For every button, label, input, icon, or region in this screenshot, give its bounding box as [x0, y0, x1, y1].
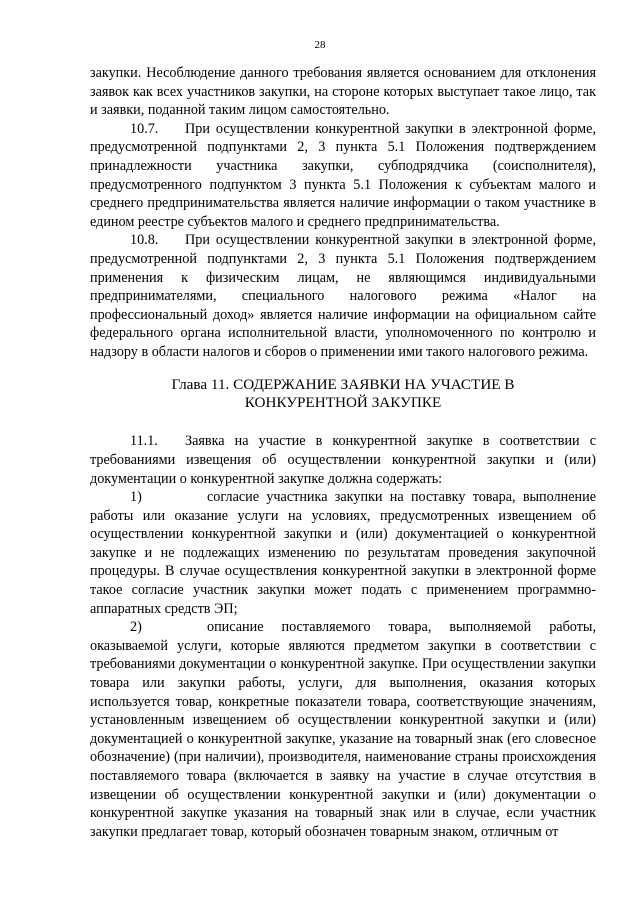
subparagraph-number: 1) — [130, 489, 142, 506]
paragraph-number: 10.7. — [130, 120, 159, 137]
paragraph-number: 10.8. — [130, 232, 159, 249]
subparagraph-text: описание поставляемого товара, выполняемой работы, оказываемой услуги, которые являются предметом закупки в соответствии с требованиями документации о конкурентной закупке. При осуществлении закупки товара или закупки работы, услуги, для выполнения, оказания которых используется товар, конкретные показатели товара, соответствующие значениям, установленным извещением об осуществлении конкурентной закупки и (или) документацией о конкурентной закупке, указание на товарный знак (его словесное обозначение) (при наличии), производителя, наименование страны происхождения поставляемого товара (включается в заявку на участие в случае отсутствия в извещении об осуществлении конкурентной закупки и (или) документации о конкурентной закупке указания на товарный знак или в случае, если участник закупки предлагает товар, который обозначен товарным знаком, отличным от — [90, 619, 596, 840]
paragraph-text: Заявка на участие в конкурентной закупке в соответствии с требованиями извещения об осуществлении конкурентной закупки и (или) документации о конкурентной закупке должна содержать: — [90, 433, 596, 487]
subparagraph-text: согласие участника закупки на поставку товара, выполнение работы или оказание услуги на условиях, предусмотренных извещением об осуществлении конкурентной закупки и (или) документацией о конкурентной закупке и не подлежащих изменению по результатам проведения закупочной процедуры. В случае осуществления конкурентной закупки в электронной форме такое согласие участник закупки может подать с применением программно-аппаратных средств ЭП; — [90, 489, 596, 617]
page-number: 28 — [314, 39, 326, 51]
subparagraph-2 — [90, 618, 596, 841]
chapter-heading — [90, 376, 596, 413]
paragraph-text: закупки. Несоблюдение данного требования является основанием для отклонения заявок как всех участников закупки, на стороне которых выступает такое лицо, так и заявки, поданной таким лицом самостоятельно. — [90, 65, 596, 119]
paragraph-text: При осуществлении конкурентной закупки в электронной форме, предусмотренной подпунктами 2, 3 пункта 5.1 Положения подтверждением принадлежности участника закупки, субподрядчика (соисполнителя), предусмотренного подпунктом 3 пункта 5.1 Положения к субъектам малого и среднего предпринимательства является наличие информации о таком участнике в едином реестре субъектов малого и среднего предпринимательства. — [90, 120, 596, 230]
paragraph-11-1 — [90, 432, 596, 488]
subparagraph-number: 2) — [130, 619, 142, 636]
paragraph-continuation — [90, 64, 596, 120]
document-body — [90, 64, 596, 841]
chapter-heading-line-2: КОНКУРЕНТНОЙ ЗАКУПКЕ — [244, 393, 442, 411]
paragraph-number: 11.1. — [130, 433, 158, 450]
subparagraph-1 — [90, 488, 596, 618]
paragraph-10-8 — [90, 231, 596, 361]
paragraph-text: При осуществлении конкурентной закупки в электронной форме, предусмотренной подпунктами 2, 3 пункта 5.1 Положения подтверждением применения к физическим лицам, не являющимся индивидуальными предпринимателями, специального налогового режима «Налог на профессиональный доход» является наличие информации на официальном сайте федерального органа исполнительной власти, уполномоченного по контролю и надзору в области налогов и сборов о применении ими такого налогового режима. — [90, 232, 596, 360]
chapter-heading-line-1: Глава 11. СОДЕРЖАНИЕ ЗАЯВКИ НА УЧАСТИЕ В — [171, 375, 515, 393]
paragraph-10-7 — [90, 120, 596, 232]
